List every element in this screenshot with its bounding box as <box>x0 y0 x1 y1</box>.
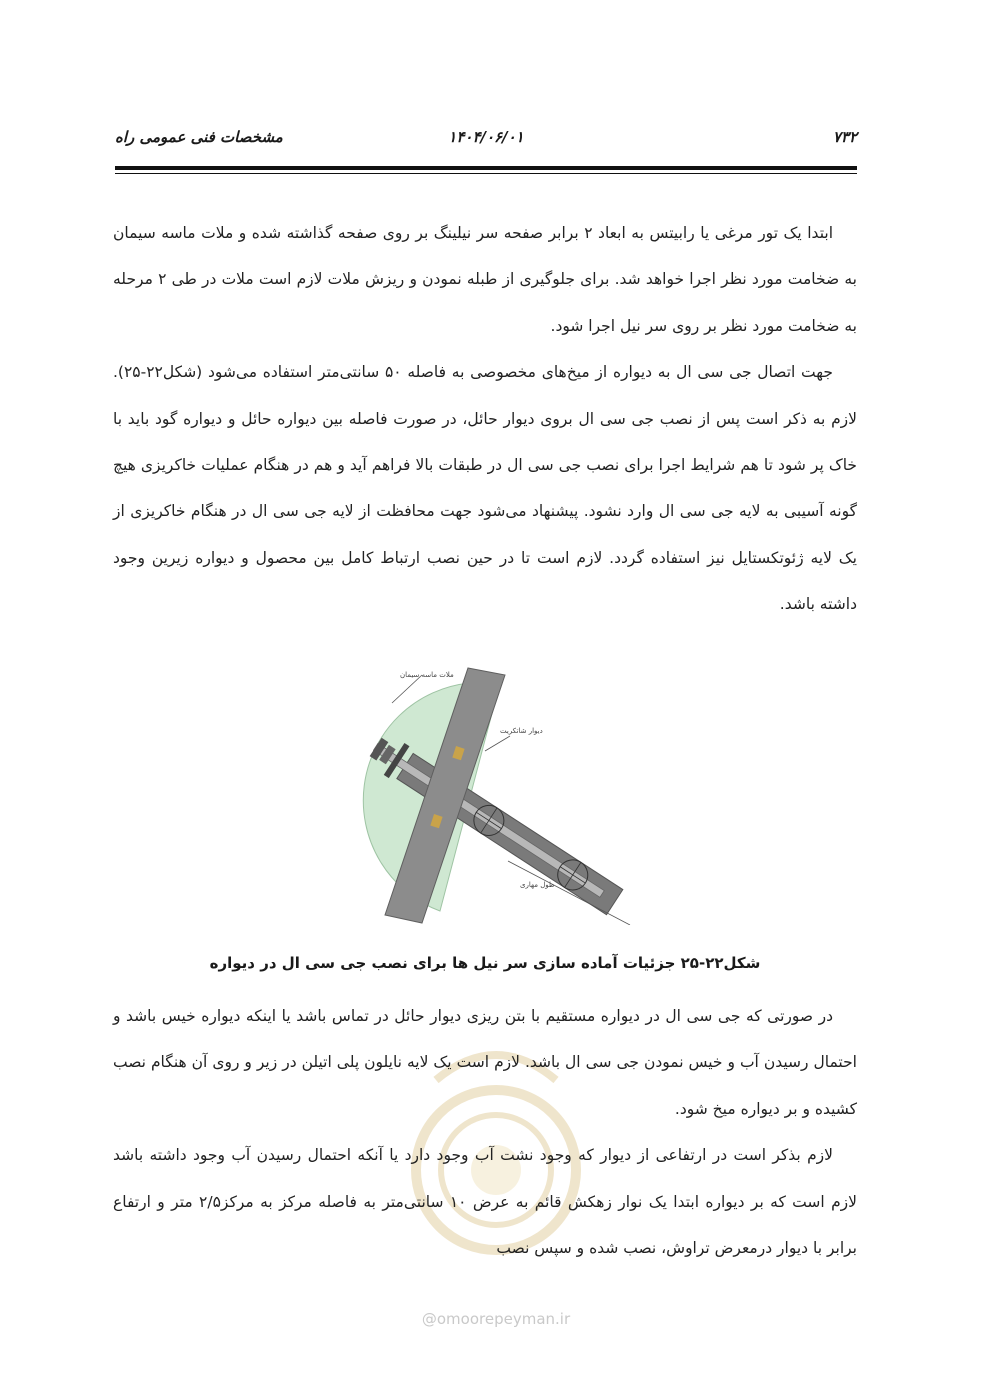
page-number: ۷۳۲ <box>832 128 857 146</box>
nail-head-diagram <box>330 663 665 925</box>
label-anchor-length: طول مهاری <box>520 881 555 889</box>
paragraph-mortar: ابتدا یک تور مرغی یا رابیتس به ابعاد ۲ برابر صفحه سر نیلینگ بر روی صفحه گذاشته شده و ملات ماسه سیمان به ضخامت مورد نظر اجرا خواهد شد. برای جلوگیری از طبله نمودن و ریزش ملات لازم است ملات در طی ۲ مرحله به ضخامت مورد نظر بر روی سر نیل اجرا شود. <box>113 224 857 335</box>
figure-caption: شکل۲۲-۲۵ جزئیات آماده سازی سر نیل ها برای نصب جی سی ال در دیواره <box>209 954 761 972</box>
header-rule-thick <box>115 166 857 170</box>
label-mortar: ملات ماسه سیمان <box>400 671 454 679</box>
figure-nail-head-detail <box>330 663 665 925</box>
paragraph-gcl-attachment: جهت اتصال جی سی ال به دیواره از میخ‌های مخصوصی به فاصله ۵۰ سانتی‌متر استفاده می‌شود (شکل۲۲-۲۵). لازم به ذکر است پس از نصب جی سی ال بروی دیوار حائل، در صورت فاصله بین دیواره حائل و دیواره گود باید با خاک پر شود تا هم شرایط اجرا برای نصب جی سی ال در طبقات بالا فراهم آید و هم در هنگام عملیات خاکریزی هیچ گونه آسیبی به لایه جی سی ال وارد نشود. پیشنهاد می‌شود جهت محافظت از لایه جی سی ال در هنگام خاکریزی از یک لایه ژئوتکستایل نیز استفاده گردد. لازم است تا در حین نصب ارتباط کامل بین محصول و دیواره زیرین وجود داشته باشد. <box>113 363 857 614</box>
page-header <box>115 128 857 158</box>
paragraph-polyethylene: در صورتی که جی سی ال در دیواره مستقیم با بتن ریزی دیوار حائل در تماس باشد یا اینکه دیواره خیس باشد و احتمال رسیدن آب و خیس نمودن جی سی ال باشد. لازم است یک لایه نایلون پلی اتیلن در زیر و روی آن هنگام نصب کشیده و بر دیواره میخ شود. <box>113 1007 857 1118</box>
header-rule-thin <box>115 173 857 174</box>
label-wall: دیوار شاتکریت <box>500 727 543 735</box>
paragraph-drainage-strip: لازم بذکر است در ارتفاعی از دیوار که وجود نشت آب وجود دارد یا آنکه احتمال رسیدن آب وجود داشته باشد لازم است که بر دیواره ابتدا یک نوار زهکش قائم به عرض ۱۰ سانتی‌متر به فاصله مرکز به مرکز۲/۵ متر و ارتفاع برابر با دیوار درمعرض تراوش، نصب شده و سپس نصب <box>113 1146 857 1258</box>
header-date: ۱۴۰۴/۰۶/۰۱ <box>448 128 524 146</box>
watermark-url: @omoorepeyman.ir <box>421 1310 571 1328</box>
header-title: مشخصات فنی عمومی راه <box>115 128 283 146</box>
body-text-bottom <box>113 993 857 1271</box>
body-text-top <box>113 210 857 628</box>
